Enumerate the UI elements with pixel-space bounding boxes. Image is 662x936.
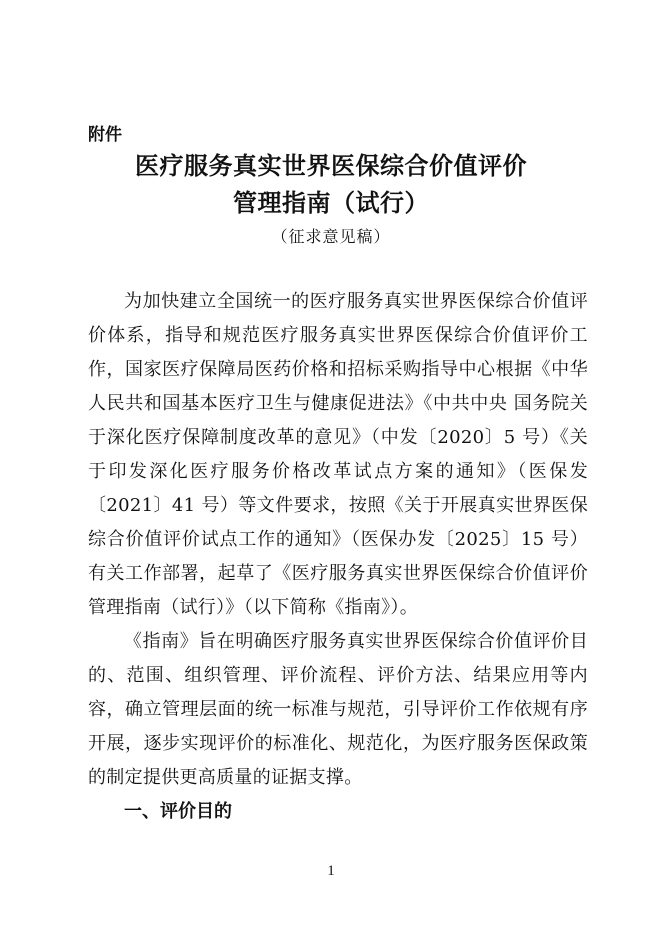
document-title-line-2: 管理指南（试行） bbox=[233, 189, 429, 217]
body-paragraph-2: 《指南》旨在明确医疗服务真实世界医保综合价值评价目的、范围、组织管理、评价流程、评价方法、结果应用等内容，确立管理层面的统一标准与规范，引导评价工作依规有序开展，逐步实现评价的标准化、规范化，为医疗服务医保政策的制定提供更高质量的证据支撑。 bbox=[88, 631, 588, 788]
draft-subtitle: （征求意见稿） bbox=[271, 227, 391, 246]
body-paragraph-1: 为加快建立全国统一的医疗服务真实世界医保综合价值评价体系，指导和规范医疗服务真实世界医保综合价值评价工作，国家医疗保障局医药价格和招标采购指导中心根据《中华人民共和国基本医疗卫生与健康促进法》《中共中央 国务院关于深化医疗保障制度改革的意见》（中发〔2020〕5 号）《关于印发深化医疗服务价格改革试点方案的通知》（医保发〔2021〕41 号）等文件要求，按照《关于开展真实世界医保综合价值评价试点工作的通知》（医保办发〔2025〕15 号）有关工作部署，起草了《医疗服务真实世界医保综合价值评价管理指南（试行）》（以下简称《指南》）。 bbox=[88, 291, 588, 618]
document-body bbox=[88, 285, 588, 829]
section-heading: 一、评价目的 bbox=[124, 801, 232, 822]
page-number: 1 bbox=[327, 863, 335, 879]
document-title-line-1: 医疗服务真实世界医保综合价值评价 bbox=[135, 152, 527, 180]
attachment-label: 附件 bbox=[88, 125, 122, 145]
